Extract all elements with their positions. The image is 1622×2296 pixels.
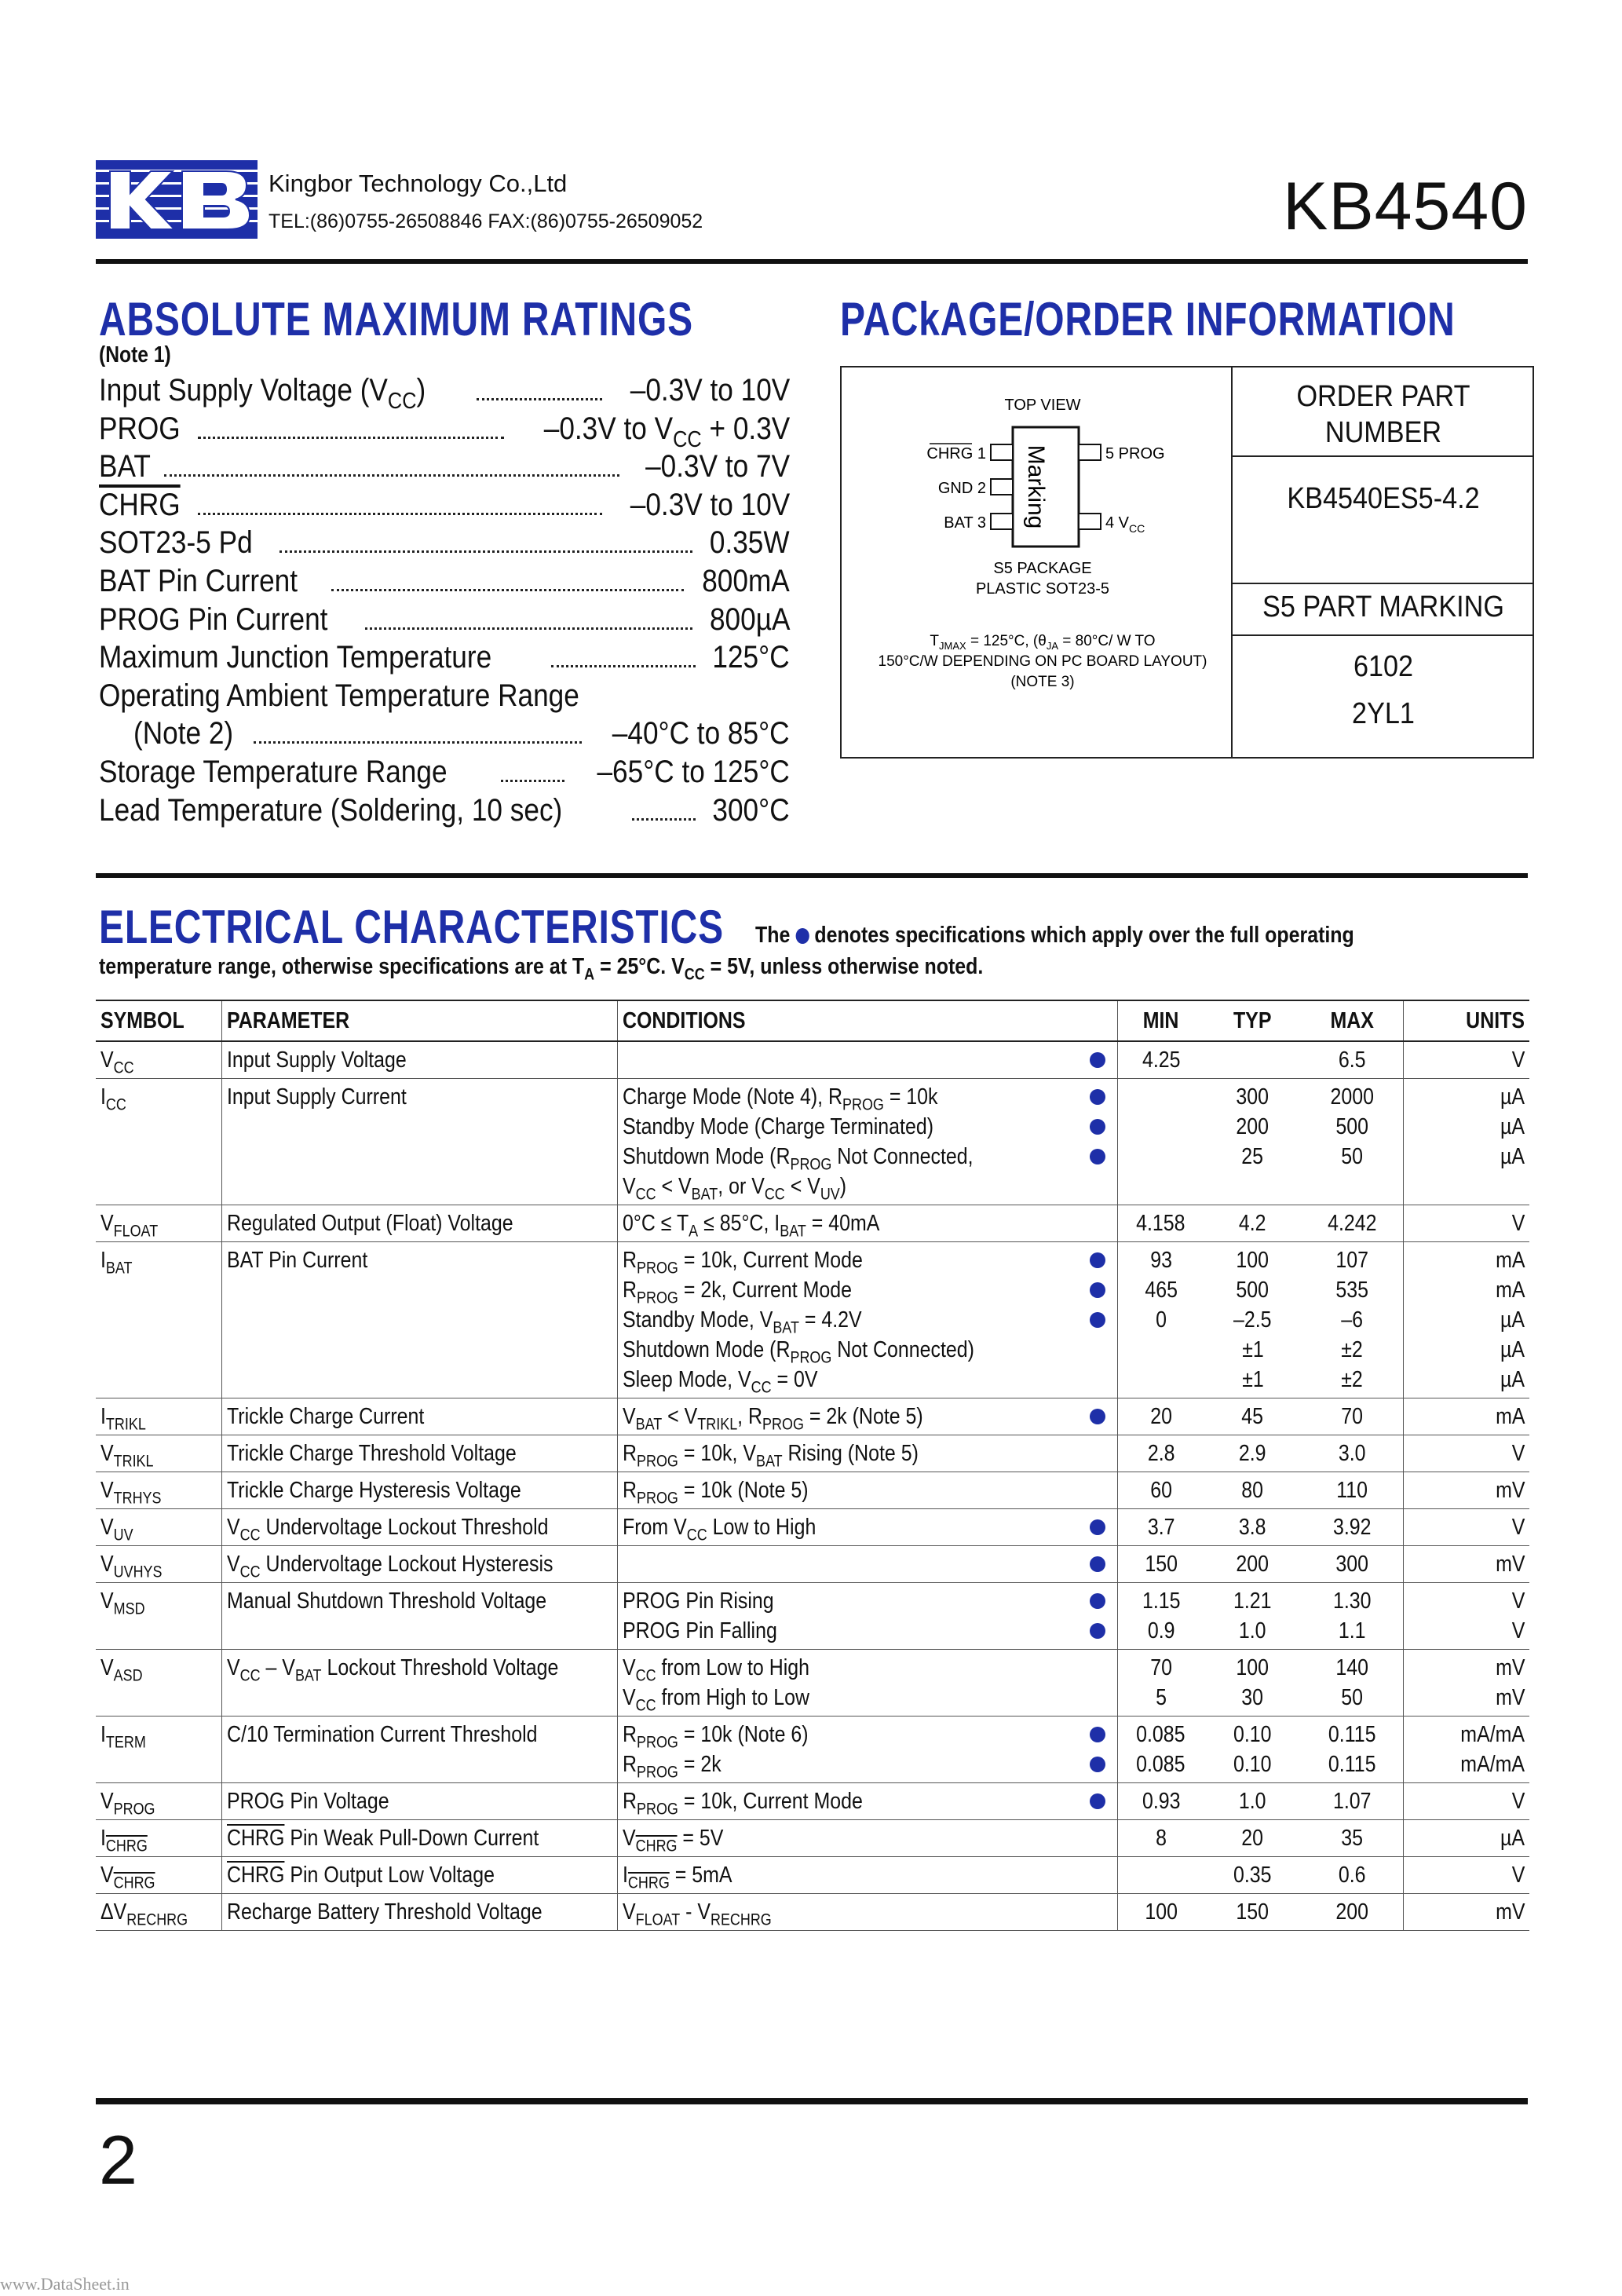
pin-2-label: GND 2 <box>937 480 986 497</box>
order-part-number: KB4540ES5-4.2 <box>1287 482 1480 515</box>
pin-4-label: 4 $V_{CC}$ <box>1105 514 1145 535</box>
min-cell: 60 <box>1117 1472 1204 1509</box>
min-cell: 8 <box>1117 1820 1204 1857</box>
spec-dot-icon <box>1090 1149 1105 1164</box>
leader-dots <box>551 665 696 667</box>
units-cell: V <box>1404 1857 1529 1894</box>
section-rule <box>96 873 1528 878</box>
max-cell: 0.6 <box>1302 1857 1404 1894</box>
max-cell: 0.115 0.115 <box>1302 1717 1404 1783</box>
dot-cell <box>1078 1820 1117 1857</box>
spec-dot-icon <box>1090 1282 1105 1298</box>
parameter-cell: CHRG Pin Output Low Voltage <box>221 1857 618 1894</box>
min-cell: 100 <box>1117 1894 1204 1931</box>
typ-cell: 4.2 <box>1204 1205 1302 1242</box>
spec-dot-icon <box>1090 1727 1105 1742</box>
spec-dot-icon <box>1090 1556 1105 1572</box>
table-row <box>96 1546 1529 1583</box>
table-row <box>96 1242 1529 1398</box>
rating-item <box>99 410 790 452</box>
parameter-cell: Trickle Charge Hysteresis Voltage <box>221 1472 618 1509</box>
min-cell: 20 <box>1117 1398 1204 1435</box>
min-cell: 70 5 <box>1117 1650 1204 1717</box>
conditions-cell <box>618 1546 1079 1583</box>
rating-name: Operating Ambient Temperature Range <box>99 678 579 713</box>
min-cell <box>1117 1857 1204 1894</box>
thermal-line-1: $T_{JMAX} = 125^\circ C$, ($\theta_{JA} = 80^\circ C/$ W TO <box>930 633 1156 652</box>
rating-name: PROG <box>99 411 181 446</box>
typ-cell: 2.9 <box>1204 1435 1302 1472</box>
parameter-cell: Trickle Charge Threshold Voltage <box>221 1435 618 1472</box>
units-cell: mA/mA mA/mA <box>1404 1717 1529 1783</box>
typ-cell: 100 30 <box>1204 1650 1302 1717</box>
package-title: PACkAGE/ORDER INFORMATION <box>840 293 1456 345</box>
spec-dot-icon <box>1090 1312 1105 1328</box>
marking-head-rule <box>1233 634 1534 636</box>
rating-name: Input Supply Voltage $(V_{CC})$ <box>99 373 426 415</box>
max-cell: 1.30 1.1 <box>1302 1583 1404 1650</box>
min-cell: 150 <box>1117 1546 1204 1583</box>
watermark: www.DataSheet.in <box>0 2274 130 2294</box>
units-cell: V <box>1404 1783 1529 1820</box>
symbol-cell: $V_{ASD}$ <box>96 1650 221 1717</box>
leader-dots <box>254 741 583 744</box>
max-cell: 6.5 <box>1302 1041 1404 1079</box>
units-cell: mV mV <box>1404 1650 1529 1717</box>
spec-dot-icon <box>1090 1793 1105 1809</box>
package-divider <box>1231 367 1233 757</box>
symbol-cell: $V_{PROG}$ <box>96 1783 221 1820</box>
table-row <box>96 1583 1529 1650</box>
typ-cell: 0.35 <box>1204 1857 1302 1894</box>
header-rule <box>96 259 1528 264</box>
conditions-cell: $I_{CHRG} = 5mA$ <box>618 1857 1079 1894</box>
rating-value: –0.3V to 7V <box>645 449 790 484</box>
parameter-cell: BAT Pin Current <box>221 1242 618 1398</box>
order-head-line1: ORDER PART <box>1296 380 1470 413</box>
table-row <box>96 1398 1529 1435</box>
parameter-cell: Regulated Output (Float) Voltage <box>221 1205 618 1242</box>
conditions-cell: $R_{PROG} = 10k$, $V_{BAT}$ Rising (Note 5) <box>618 1435 1079 1472</box>
marking-value-1: 6102 <box>1353 650 1414 683</box>
dot-cell <box>1078 1242 1117 1398</box>
rating-value: 125°C <box>712 640 790 675</box>
units-cell: µA µA µA <box>1404 1079 1529 1205</box>
table-row <box>96 1041 1529 1079</box>
conditions-cell <box>618 1041 1079 1079</box>
symbol-cell: $I_{CHRG}$ <box>96 1820 221 1857</box>
units-cell: mV <box>1404 1472 1529 1509</box>
min-cell: 2.8 <box>1117 1435 1204 1472</box>
min-cell: 3.7 <box>1117 1509 1204 1546</box>
rating-name: SOT23-5 Pd <box>99 525 253 561</box>
rating-value: –65°C to 125°C <box>597 754 790 789</box>
max-cell: 140 50 <box>1302 1650 1404 1717</box>
pin-1 <box>991 444 1013 460</box>
rating-name: (Note 2) <box>133 716 234 751</box>
max-cell: 1.07 <box>1302 1783 1404 1820</box>
marking-value-2: 2YL1 <box>1352 697 1415 730</box>
min-cell: 4.158 <box>1117 1205 1204 1242</box>
symbol-cell: $V_{UV}$ <box>96 1509 221 1546</box>
max-cell: 110 <box>1302 1472 1404 1509</box>
typ-cell: 300 200 25 <box>1204 1079 1302 1205</box>
typ-cell <box>1204 1041 1302 1079</box>
units-cell: mV <box>1404 1894 1529 1931</box>
electrical-desc-2: temperature range, otherwise specifications are at $T_A = 25^\circ C$. $V_{CC} = 5V$, unless otherwise noted. <box>99 954 984 984</box>
abs-max-note: (Note 1) <box>99 342 171 367</box>
rating-name: BAT <box>99 449 151 484</box>
rating-name: PROG Pin Current <box>99 601 328 637</box>
units-cell: V <box>1404 1041 1529 1079</box>
units-cell: µA <box>1404 1820 1529 1857</box>
package-type-line1: S5 PACKAGE <box>993 560 1092 577</box>
rating-item <box>99 524 790 562</box>
symbol-cell: $V_{UVHYS}$ <box>96 1546 221 1583</box>
spec-dot-icon <box>1090 1409 1105 1424</box>
marking-top-rule <box>1233 583 1534 584</box>
parameter-cell: $V_{CC}$ Undervoltage Lockout Hysteresis <box>221 1546 618 1583</box>
units-cell: V <box>1404 1205 1529 1242</box>
rating-value: –40°C to 85°C <box>612 716 790 751</box>
rating-value: 800µA <box>709 601 790 637</box>
table-row <box>96 1650 1529 1717</box>
contact-line: TEL:(86)0755-26508846 FAX:(86)0755-26509052 <box>269 210 703 232</box>
spec-dot-icon <box>1090 1119 1105 1135</box>
pin-4 <box>1079 514 1101 529</box>
rating-name: Maximum Junction Temperature <box>99 640 492 675</box>
typ-cell: 0.10 0.10 <box>1204 1717 1302 1783</box>
pin-5 <box>1079 444 1101 460</box>
conditions-cell: $R_{PROG} = 10k$ (Note 5) <box>618 1472 1079 1509</box>
dot-cell <box>1078 1079 1117 1205</box>
symbol-cell: $V_{CC}$ <box>96 1041 221 1079</box>
max-cell: 3.92 <box>1302 1509 1404 1546</box>
package-box <box>840 366 1534 759</box>
typ-cell: 1.21 1.0 <box>1204 1583 1302 1650</box>
conditions-cell: $R_{PROG} = 10k$, Current Mode $R_{PROG} = 2k$, Current Mode Standby Mode, $V_{BAT} = 4.2V$ Shutdown Mode ($R_{PROG}$ Not Connected) Sleep Mode, $V_{CC} = 0V$ <box>618 1242 1079 1398</box>
units-cell: mA <box>1404 1398 1529 1435</box>
rating-item <box>99 677 790 715</box>
typ-cell: 80 <box>1204 1472 1302 1509</box>
pin-5-label: 5 PROG <box>1105 445 1165 462</box>
symbol-cell: $I_{TERM}$ <box>96 1717 221 1783</box>
col-parameter: PARAMETER <box>221 1000 618 1041</box>
units-cell: V <box>1404 1509 1529 1546</box>
units-cell: mA mA µA µA µA <box>1404 1242 1529 1398</box>
typ-cell: 1.0 <box>1204 1783 1302 1820</box>
rating-value: 300°C <box>712 792 790 828</box>
max-cell: 107 535 –6 ±2 ±2 <box>1302 1242 1404 1398</box>
dot-cell <box>1078 1717 1117 1783</box>
table-row <box>96 1435 1529 1472</box>
parameter-cell: PROG Pin Voltage <box>221 1783 618 1820</box>
table-row <box>96 1820 1529 1857</box>
order-head-rule <box>1233 455 1534 457</box>
rating-name: Lead Temperature (Soldering, 10 sec) <box>99 792 563 828</box>
company-name: Kingbor Technology Co.,Ltd <box>269 170 568 197</box>
spec-dot-icon <box>1090 1593 1105 1609</box>
typ-cell: 100 500 –2.5 ±1 ±1 <box>1204 1242 1302 1398</box>
footer-rule <box>96 2098 1528 2104</box>
col-units: UNITS <box>1404 1000 1529 1041</box>
top-view-label: TOP VIEW <box>1004 399 1081 414</box>
min-cell: 0.085 0.085 <box>1117 1717 1204 1783</box>
dot-cell <box>1078 1583 1117 1650</box>
pin-2 <box>991 479 1013 495</box>
max-cell: 35 <box>1302 1820 1404 1857</box>
pin-3-label: BAT 3 <box>944 514 986 532</box>
min-cell <box>1117 1079 1204 1205</box>
conditions-cell: $V_{FLOAT} - V_{RECHRG}$ <box>618 1894 1079 1931</box>
min-cell: 1.15 0.9 <box>1117 1583 1204 1650</box>
leader-dots <box>198 437 504 439</box>
conditions-cell: $0^\circ C \le T_A \le 85^\circ C$, $I_{BAT} = 40mA$ <box>618 1205 1079 1242</box>
rating-value: –0.3V to 10V <box>630 487 790 522</box>
typ-cell: 3.8 <box>1204 1509 1302 1546</box>
rating-item <box>99 486 790 525</box>
electrical-title: ELECTRICAL CHARACTERISTICS <box>99 901 724 953</box>
typ-cell: 20 <box>1204 1820 1302 1857</box>
spec-dot-icon <box>1090 1052 1105 1068</box>
spec-dot-icon <box>1090 1519 1105 1535</box>
dot-cell <box>1078 1857 1117 1894</box>
sot23-package-drawing <box>857 399 1218 744</box>
pin-3 <box>991 514 1013 529</box>
conditions-cell: $V_{CC}$ from Low to High $V_{CC}$ from High to Low <box>618 1650 1079 1717</box>
dot-cell <box>1078 1472 1117 1509</box>
symbol-cell: $I_{BAT}$ <box>96 1242 221 1398</box>
rating-item <box>99 715 790 753</box>
symbol-cell: $V_{TRHYS}$ <box>96 1472 221 1509</box>
order-head-line2: NUMBER <box>1324 416 1442 449</box>
parameter-cell: $V_{CC}$ Undervoltage Lockout Threshold <box>221 1509 618 1546</box>
parameter-cell: CHRG Pin Weak Pull-Down Current <box>221 1820 618 1857</box>
leader-dots <box>365 627 692 630</box>
rating-item <box>99 562 790 601</box>
conditions-cell: $V_{BAT} < V_{TRIKL}$, $R_{PROG} = 2k$ (Note 5) <box>618 1398 1079 1435</box>
table-row <box>96 1205 1529 1242</box>
rating-item <box>99 601 790 639</box>
rating-value: 0.35W <box>710 525 790 561</box>
marking-head: S5 PART MARKING <box>1262 590 1504 623</box>
electrical-desc-1: The denotes specifications which apply over the full operating <box>755 923 1354 948</box>
table-row <box>96 1783 1529 1820</box>
rating-item <box>99 792 790 830</box>
table-row <box>96 1509 1529 1546</box>
col-max: MAX <box>1302 1000 1404 1041</box>
conditions-cell: Charge Mode (Note 4), $R_{PROG} = 10k$ Standby Mode (Charge Terminated) Shutdown Mode ($R_{PROG}$ Not Connected, $V_{CC} < V_{BAT}$, or $V_{CC} < V_{UV}$) <box>618 1079 1079 1205</box>
dot-cell <box>1078 1041 1117 1079</box>
rating-name: BAT Pin Current <box>99 563 298 598</box>
parameter-cell: Recharge Battery Threshold Voltage <box>221 1894 618 1931</box>
dot-cell <box>1078 1435 1117 1472</box>
symbol-cell: $I_{TRIKL}$ <box>96 1398 221 1435</box>
spec-dot-icon <box>795 928 809 944</box>
leader-dots <box>477 398 602 400</box>
typ-cell: 45 <box>1204 1398 1302 1435</box>
rating-item <box>99 753 790 792</box>
dot-cell <box>1078 1509 1117 1546</box>
typ-cell: 200 <box>1204 1546 1302 1583</box>
units-cell: V <box>1404 1435 1529 1472</box>
leader-dots <box>279 550 692 553</box>
dot-cell <box>1078 1546 1117 1583</box>
max-cell: 300 <box>1302 1546 1404 1583</box>
units-cell: mV <box>1404 1546 1529 1583</box>
order-head <box>1248 378 1519 451</box>
max-cell: 2000 500 50 <box>1302 1079 1404 1205</box>
rating-name: Storage Temperature Range <box>99 754 448 789</box>
symbol-cell: $V_{TRIKL}$ <box>96 1435 221 1472</box>
rating-item <box>99 638 790 677</box>
table-row <box>96 1717 1529 1783</box>
dot-cell <box>1078 1398 1117 1435</box>
leader-dots <box>632 818 696 821</box>
leader-dots <box>501 780 564 782</box>
package-type-line2: PLASTIC SOT23-5 <box>975 580 1110 598</box>
min-cell: 0.93 <box>1117 1783 1204 1820</box>
parameter-cell: C/10 Termination Current Threshold <box>221 1717 618 1783</box>
page-number: 2 <box>99 2121 137 2199</box>
company-logo <box>96 160 258 239</box>
parameter-cell: Input Supply Current <box>221 1079 618 1205</box>
spec-dot-icon <box>1090 1757 1105 1772</box>
dot-cell <box>1078 1205 1117 1242</box>
conditions-cell: $R_{PROG} = 10k$, Current Mode <box>618 1783 1079 1820</box>
pin-1-label: CHRG 1 <box>926 445 986 462</box>
parameter-cell: Manual Shutdown Threshold Voltage <box>221 1583 618 1650</box>
rating-value: –0.3V to 10V <box>630 373 790 408</box>
spec-dot-icon <box>1090 1623 1105 1639</box>
abs-max-list <box>99 371 790 829</box>
min-cell: 4.25 <box>1117 1041 1204 1079</box>
thermal-line-2: 150°C/W DEPENDING ON PC BOARD LAYOUT) <box>878 653 1207 670</box>
symbol-cell: $V_{CHRG}$ <box>96 1857 221 1894</box>
dot-cell <box>1078 1650 1117 1717</box>
rating-item <box>99 371 790 415</box>
rating-item <box>99 448 790 486</box>
leader-dots <box>331 589 685 591</box>
rating-value: 800mA <box>702 563 790 598</box>
symbol-cell: $I_{CC}$ <box>96 1079 221 1205</box>
conditions-cell: $V_{CHRG} = 5V$ <box>618 1820 1079 1857</box>
conditions-cell: From $V_{CC}$ Low to High <box>618 1509 1079 1546</box>
leader-dots <box>164 474 619 477</box>
conditions-cell: PROG Pin Rising PROG Pin Falling <box>618 1583 1079 1650</box>
max-cell: 200 <box>1302 1894 1404 1931</box>
parameter-cell: $V_{CC} - V_{BAT}$ Lockout Threshold Voltage <box>221 1650 618 1717</box>
electrical-table <box>96 1000 1529 1931</box>
parameter-cell: Input Supply Voltage <box>221 1041 618 1079</box>
min-cell: 93 465 0 <box>1117 1242 1204 1398</box>
part-number-title: KB4540 <box>1282 169 1528 244</box>
table-row <box>96 1894 1529 1931</box>
col-typ: TYP <box>1204 1000 1302 1041</box>
abs-max-title: ABSOLUTE MAXIMUM RATINGS <box>99 293 693 345</box>
max-cell: 4.242 <box>1302 1205 1404 1242</box>
thermal-line-3: (NOTE 3) <box>1010 674 1075 690</box>
symbol-cell: $V_{FLOAT}$ <box>96 1205 221 1242</box>
dot-cell <box>1078 1783 1117 1820</box>
max-cell: 3.0 <box>1302 1435 1404 1472</box>
typ-cell: 150 <box>1204 1894 1302 1931</box>
spec-dot-icon <box>1090 1089 1105 1105</box>
symbol-cell: $\Delta V_{RECHRG}$ <box>96 1894 221 1931</box>
parameter-cell: Trickle Charge Current <box>221 1398 618 1435</box>
leader-dots <box>198 513 602 515</box>
rating-value: –0.3V to $V_{CC} + 0.3V$ <box>543 411 790 452</box>
conditions-cell: $R_{PROG} = 10k$ (Note 6) $R_{PROG} = 2k$ <box>618 1717 1079 1783</box>
marking-label: Marking <box>1023 444 1049 529</box>
col-symbol: SYMBOL <box>96 1000 221 1041</box>
dot-cell <box>1078 1894 1117 1931</box>
symbol-cell: $V_{MSD}$ <box>96 1583 221 1650</box>
rating-name: CHRG <box>99 487 181 522</box>
table-header-row <box>96 1000 1529 1041</box>
units-cell: V V <box>1404 1583 1529 1650</box>
col-min: MIN <box>1117 1000 1204 1041</box>
col-conditions: CONDITIONS <box>618 1000 1118 1041</box>
table-row <box>96 1079 1529 1205</box>
table-row <box>96 1857 1529 1894</box>
spec-dot-icon <box>1090 1252 1105 1268</box>
max-cell: 70 <box>1302 1398 1404 1435</box>
table-row <box>96 1472 1529 1509</box>
